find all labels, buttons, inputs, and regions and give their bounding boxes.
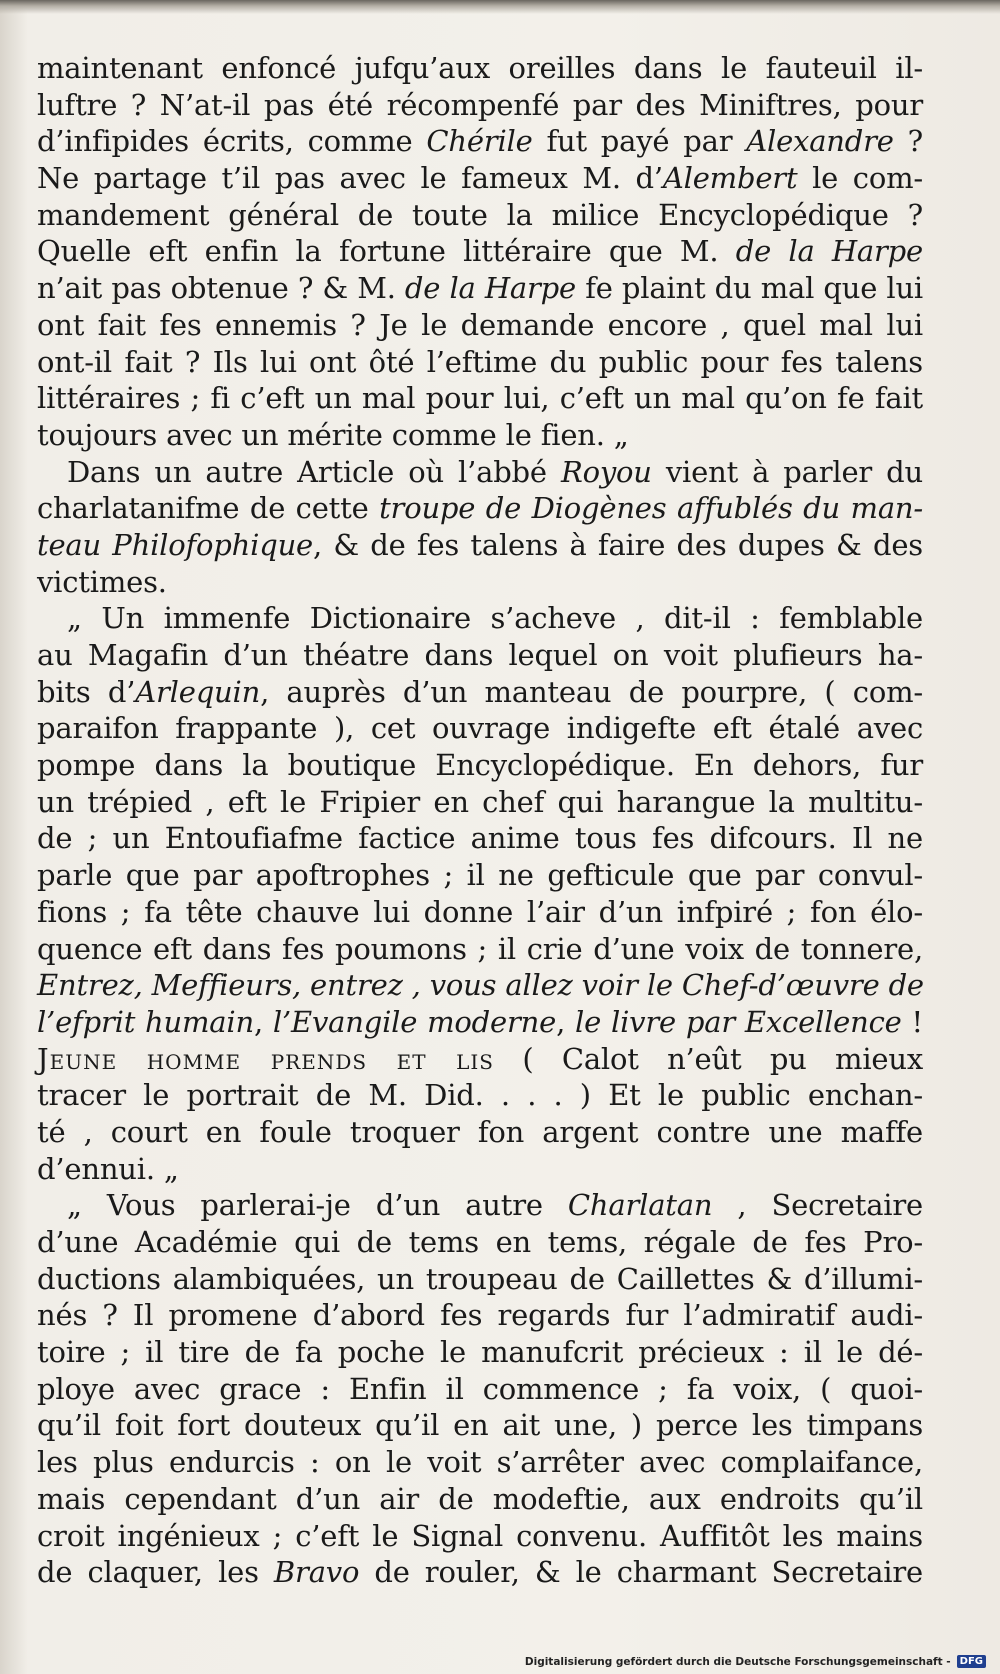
- text-run: ploye avec grace : Enfin il commence ; fa voix, ( quoi-: [37, 1371, 923, 1406]
- text-line: [37, 1004, 923, 1041]
- text-run: Quelle eft enfin la fortune littéraire que M.: [37, 234, 736, 269]
- text-run: maintenant enfoncé jufqu’aux oreilles dans le fauteuil il-: [37, 51, 923, 85]
- text-line: [37, 894, 923, 931]
- italic-text: l’Evangile moderne: [272, 1004, 557, 1039]
- text-run: !: [901, 1004, 923, 1039]
- text-run: ont fait fes ennemis ? Je le demande encore , quel mal lui: [37, 307, 923, 342]
- text-run: les plus endurcis : on le voit s’arrêter avec complaifance,: [37, 1445, 923, 1480]
- text-run: d’ennui. „: [37, 1151, 179, 1186]
- text-run: „ Un immenfe Dictionaire s’acheve , dit-il : femblable: [67, 601, 923, 636]
- text-line: [37, 454, 923, 491]
- text-run: charlatanifme de cette: [37, 491, 380, 526]
- text-run: ?: [893, 124, 923, 159]
- text-run: ( Calot n’eût pu mieux: [494, 1041, 923, 1076]
- dfg-logo: DFG: [957, 1655, 986, 1668]
- italic-text: Royou: [560, 454, 652, 489]
- text-line: [37, 87, 923, 124]
- text-run: qu’il foit fort douteux qu’il en ait une, ) perce les timpans: [37, 1408, 923, 1443]
- text-line: [37, 1187, 923, 1224]
- text-run: de claquer, les: [37, 1555, 274, 1590]
- text-line: [37, 710, 923, 747]
- text-run: pompe dans la boutique Encyclopédique. En dehors, fur: [37, 748, 923, 783]
- text-run: „ Vous parlerai-je d’un autre: [67, 1188, 568, 1223]
- text-run: nés ? Il promene d’abord fes regards fur l’admiratif audi-: [37, 1298, 923, 1333]
- text-run: fions ; fa tête chauve lui donne l’air d’un infpiré ; fon élo-: [37, 894, 923, 929]
- text-run: quence eft dans fes poumons ; il crie d’une voix de tonnere,: [37, 931, 923, 966]
- text-run: d’infipides écrits, comme: [37, 124, 427, 159]
- text-run: , & de fes talens à faire des dupes & des: [313, 527, 923, 562]
- text-line: [37, 160, 923, 197]
- text-run: de ; un Entoufiafme factice anime tous fes difcours. Il ne: [37, 821, 923, 856]
- italic-text: Charlatan: [567, 1188, 713, 1223]
- text-run: luftre ? N’at-il pas été récompenfé par des Miniftres, pour: [37, 87, 923, 122]
- text-line: [37, 820, 923, 857]
- text-line: [37, 1518, 923, 1555]
- italic-text: Entrez, Meffieurs, entrez , vous allez voir le Chef-d’œuvre de: [37, 968, 924, 1003]
- text-line: [37, 307, 923, 344]
- text-run: vient à parler du: [651, 454, 923, 489]
- text-line: [37, 123, 923, 160]
- text-line: [37, 1481, 923, 1518]
- text-line: [37, 1114, 923, 1151]
- text-line: [37, 50, 923, 87]
- text-run: victimes.: [37, 564, 167, 599]
- text-run: té , court en foule troquer fon argent contre une maffe: [37, 1114, 923, 1149]
- text-line: [37, 857, 923, 894]
- text-line: [37, 637, 923, 674]
- italic-text: le livre par Excellence: [575, 1004, 902, 1039]
- italic-text: Alexandre: [746, 124, 894, 159]
- italic-text: Chérile: [426, 124, 533, 159]
- text-run: ,: [253, 1004, 273, 1039]
- text-run: un trépied , eft le Fripier en chef qui harangue la multitu-: [37, 784, 923, 819]
- text-line: [37, 600, 923, 637]
- text-run: ,: [556, 1004, 576, 1039]
- text-line: [37, 1077, 923, 1114]
- text-line: [37, 1444, 923, 1481]
- text-line: [37, 1151, 923, 1188]
- text-run: Jeune homme prends et lis: [37, 1041, 494, 1076]
- text-run: parle que par apoftrophes ; il ne gefticule que par convul-: [37, 858, 923, 893]
- text-run: mais cependant d’un air de modeftie, aux endroits qu’il: [37, 1481, 923, 1516]
- text-line: [37, 1407, 923, 1444]
- text-line: [37, 1261, 923, 1298]
- text-run: , Secretaire: [712, 1188, 923, 1223]
- text-run: Ne partage t’il pas avec le fameux M. d’: [37, 161, 663, 196]
- text-line: [37, 747, 923, 784]
- text-line: [37, 417, 923, 454]
- text-run: n’ait pas obtenue ? & M.: [37, 271, 405, 306]
- text-run: fe plaint du mal que lui: [576, 271, 923, 306]
- text-line: [37, 564, 923, 601]
- text-run: Dans un autre Article où l’abbé: [67, 454, 561, 489]
- text-line: [37, 197, 923, 234]
- text-line: [37, 380, 923, 417]
- text-line: [37, 931, 923, 968]
- italic-text: teau Philofophique: [37, 527, 314, 562]
- text-line: [37, 1041, 923, 1078]
- text-line: [37, 490, 923, 527]
- text-run: fut payé par: [532, 124, 747, 159]
- text-line: [37, 1224, 923, 1261]
- text-line: [37, 1334, 923, 1371]
- italic-text: de la Harpe: [404, 271, 576, 306]
- italic-text: l’efprit humain: [37, 1004, 254, 1039]
- page-body-text: [37, 50, 923, 1591]
- italic-text: de la Harpe: [735, 234, 923, 269]
- digitization-footer: [525, 1655, 986, 1668]
- italic-text: troupe de Diogènes affublés du man-: [379, 491, 924, 526]
- italic-text: Bravo: [273, 1555, 360, 1590]
- text-line: [37, 270, 923, 307]
- text-run: d’une Académie qui de tems en tems, régale de fes Pro-: [37, 1225, 923, 1259]
- text-run: toire ; il tire de fa poche le manufcrit précieux : il le dé-: [37, 1335, 923, 1370]
- text-line: [37, 967, 923, 1004]
- page-top-edge: [0, 0, 1000, 14]
- text-run: de rouler, & le charmant Secretaire: [359, 1555, 923, 1590]
- text-run: ont-il fait ? Ils lui ont ôté l’eftime du public pour fes talens: [37, 344, 923, 379]
- text-line: [37, 527, 923, 564]
- text-run: mandement général de toute la milice Encyclopédique ?: [37, 197, 923, 232]
- text-run: croit ingénieux ; c’eft le Signal convenu. Auffitôt les mains: [37, 1518, 923, 1553]
- text-run: paraifon frappante ), cet ouvrage indigefte eft étalé avec: [37, 711, 923, 746]
- text-run: tracer le portrait de M. Did. . . . ) Et le public enchan-: [37, 1078, 923, 1113]
- text-run: bits d’: [37, 674, 136, 709]
- text-run: toujours avec un mérite comme le fien. „: [37, 417, 629, 452]
- italic-text: Alembert: [662, 161, 798, 196]
- text-line: [37, 1297, 923, 1334]
- text-line: [37, 674, 923, 711]
- text-run: littéraires ; fi c’eft un mal pour lui, c’eft un mal qu’on fe fait: [37, 381, 923, 416]
- text-line: [37, 784, 923, 821]
- text-line: [37, 344, 923, 381]
- text-run: , auprès d’un manteau de pourpre, ( com-: [260, 674, 923, 709]
- text-line: [37, 1554, 923, 1591]
- text-run: le com-: [797, 161, 923, 196]
- text-run: au Magafin d’un théatre dans lequel on voit plufieurs ha-: [37, 638, 923, 672]
- text-line: [37, 1371, 923, 1408]
- italic-text: Arlequin: [135, 674, 261, 709]
- text-run: ductions alambiquées, un troupeau de Caillettes & d’illumi-: [37, 1261, 923, 1296]
- footer-credit: Digitalisierung gefördert durch die Deutsche Forschungsgemeinschaft -: [524, 1655, 951, 1668]
- text-line: [37, 233, 923, 270]
